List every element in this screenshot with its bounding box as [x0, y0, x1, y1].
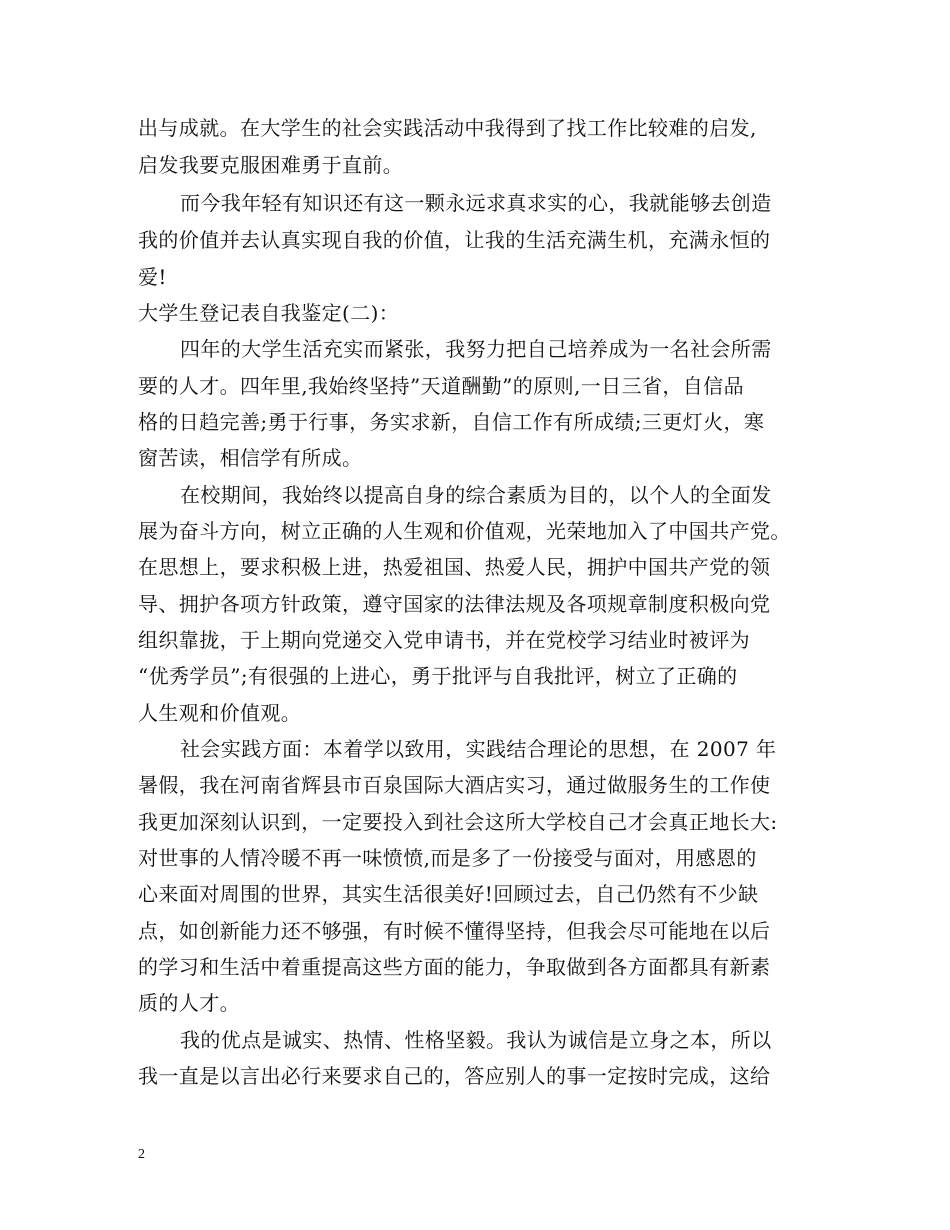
text-line: 在思想上，要求积极上进，热爱祖国、热爱人民，拥护中国共产党的领 [138, 555, 771, 579]
text-line: 暑假，我在河南省辉县市百泉国际大酒店实习，通过做服务生的工作使 [138, 773, 771, 797]
text-line: “优秀学员”;有很强的上进心，勇于批评与自我批评，树立了正确的 [138, 664, 738, 688]
text-line: 人生观和价值观。 [138, 701, 302, 725]
text-line: 点，如创新能力还不够强，有时候不懂得坚持，但我会尽可能地在以后 [138, 919, 771, 943]
text-line: 组织靠拢，于上期向党递交入党申请书，并在党校学习结业时被评为 [138, 628, 750, 652]
text-line: 的学习和生活中着重提高这些方面的能力，争取做到各方面都具有新素 [138, 955, 771, 979]
paragraph-first-line: 四年的大学生活充实而紧张，我努力把自己培养成为一名社会所需 [180, 337, 772, 361]
page-number: 2 [138, 1147, 145, 1162]
text-line: 启发我要克服困难勇于直前。 [138, 153, 404, 177]
text-line: 展为奋斗方向，树立正确的人生观和价值观，光荣地加入了中国共产党。 [138, 519, 791, 543]
text-line: 要的人才。四年里,我始终坚持”天道酬勤”的原则,一日三省，自信品 [138, 374, 744, 398]
text-line: 我的价值并去认真实现自我的价值，让我的生活充满生机，充满永恒的 [138, 228, 771, 252]
text-line: 我更加深刻认识到，一定要投入到社会这所大学校自己才会真正地长大: [138, 810, 778, 834]
text-line: 心来面对周围的世界，其实生活很美好!回顾过去，自己仍然有不少缺 [138, 882, 759, 906]
text-line: 爱! [138, 265, 167, 289]
paragraph-first-line: 社会实践方面：本着学以致用，实践结合理论的思想，在 2007 年 [180, 737, 777, 761]
paragraph-first-line: 我的优点是诚实、热情、性格坚毅。我认为诚信是立身之本，所以 [180, 1028, 772, 1052]
paragraph-first-line: 而今我年轻有知识还有这一颗永远求真求实的心，我就能够去创造 [180, 191, 772, 215]
text-line: 格的日趋完善;勇于行事，务实求新，自信工作有所成绩;三更灯火，寒 [138, 410, 765, 434]
text-line: 质的人才。 [138, 991, 240, 1015]
text-line: 对世事的人情冷暖不再一味愤愤,而是多了一份接受与面对，用感恩的 [138, 846, 757, 870]
section-heading: 大学生登记表自我鉴定(二)： [138, 301, 400, 325]
text-line: 我一直是以言出必行来要求自己的，答应别人的事一定按时完成，这给 [138, 1064, 771, 1088]
text-line: 出与成就。在大学生的社会实践活动中我得到了找工作比较难的启发, [138, 116, 757, 140]
paragraph-first-line: 在校期间，我始终以提高自身的综合素质为目的，以个人的全面发 [180, 483, 772, 507]
text-line: 窗苦读，相信学有所成。 [138, 446, 363, 470]
text-line: 导、拥护各项方针政策，遵守国家的法律法规及各项规章制度积极向党 [138, 592, 771, 616]
